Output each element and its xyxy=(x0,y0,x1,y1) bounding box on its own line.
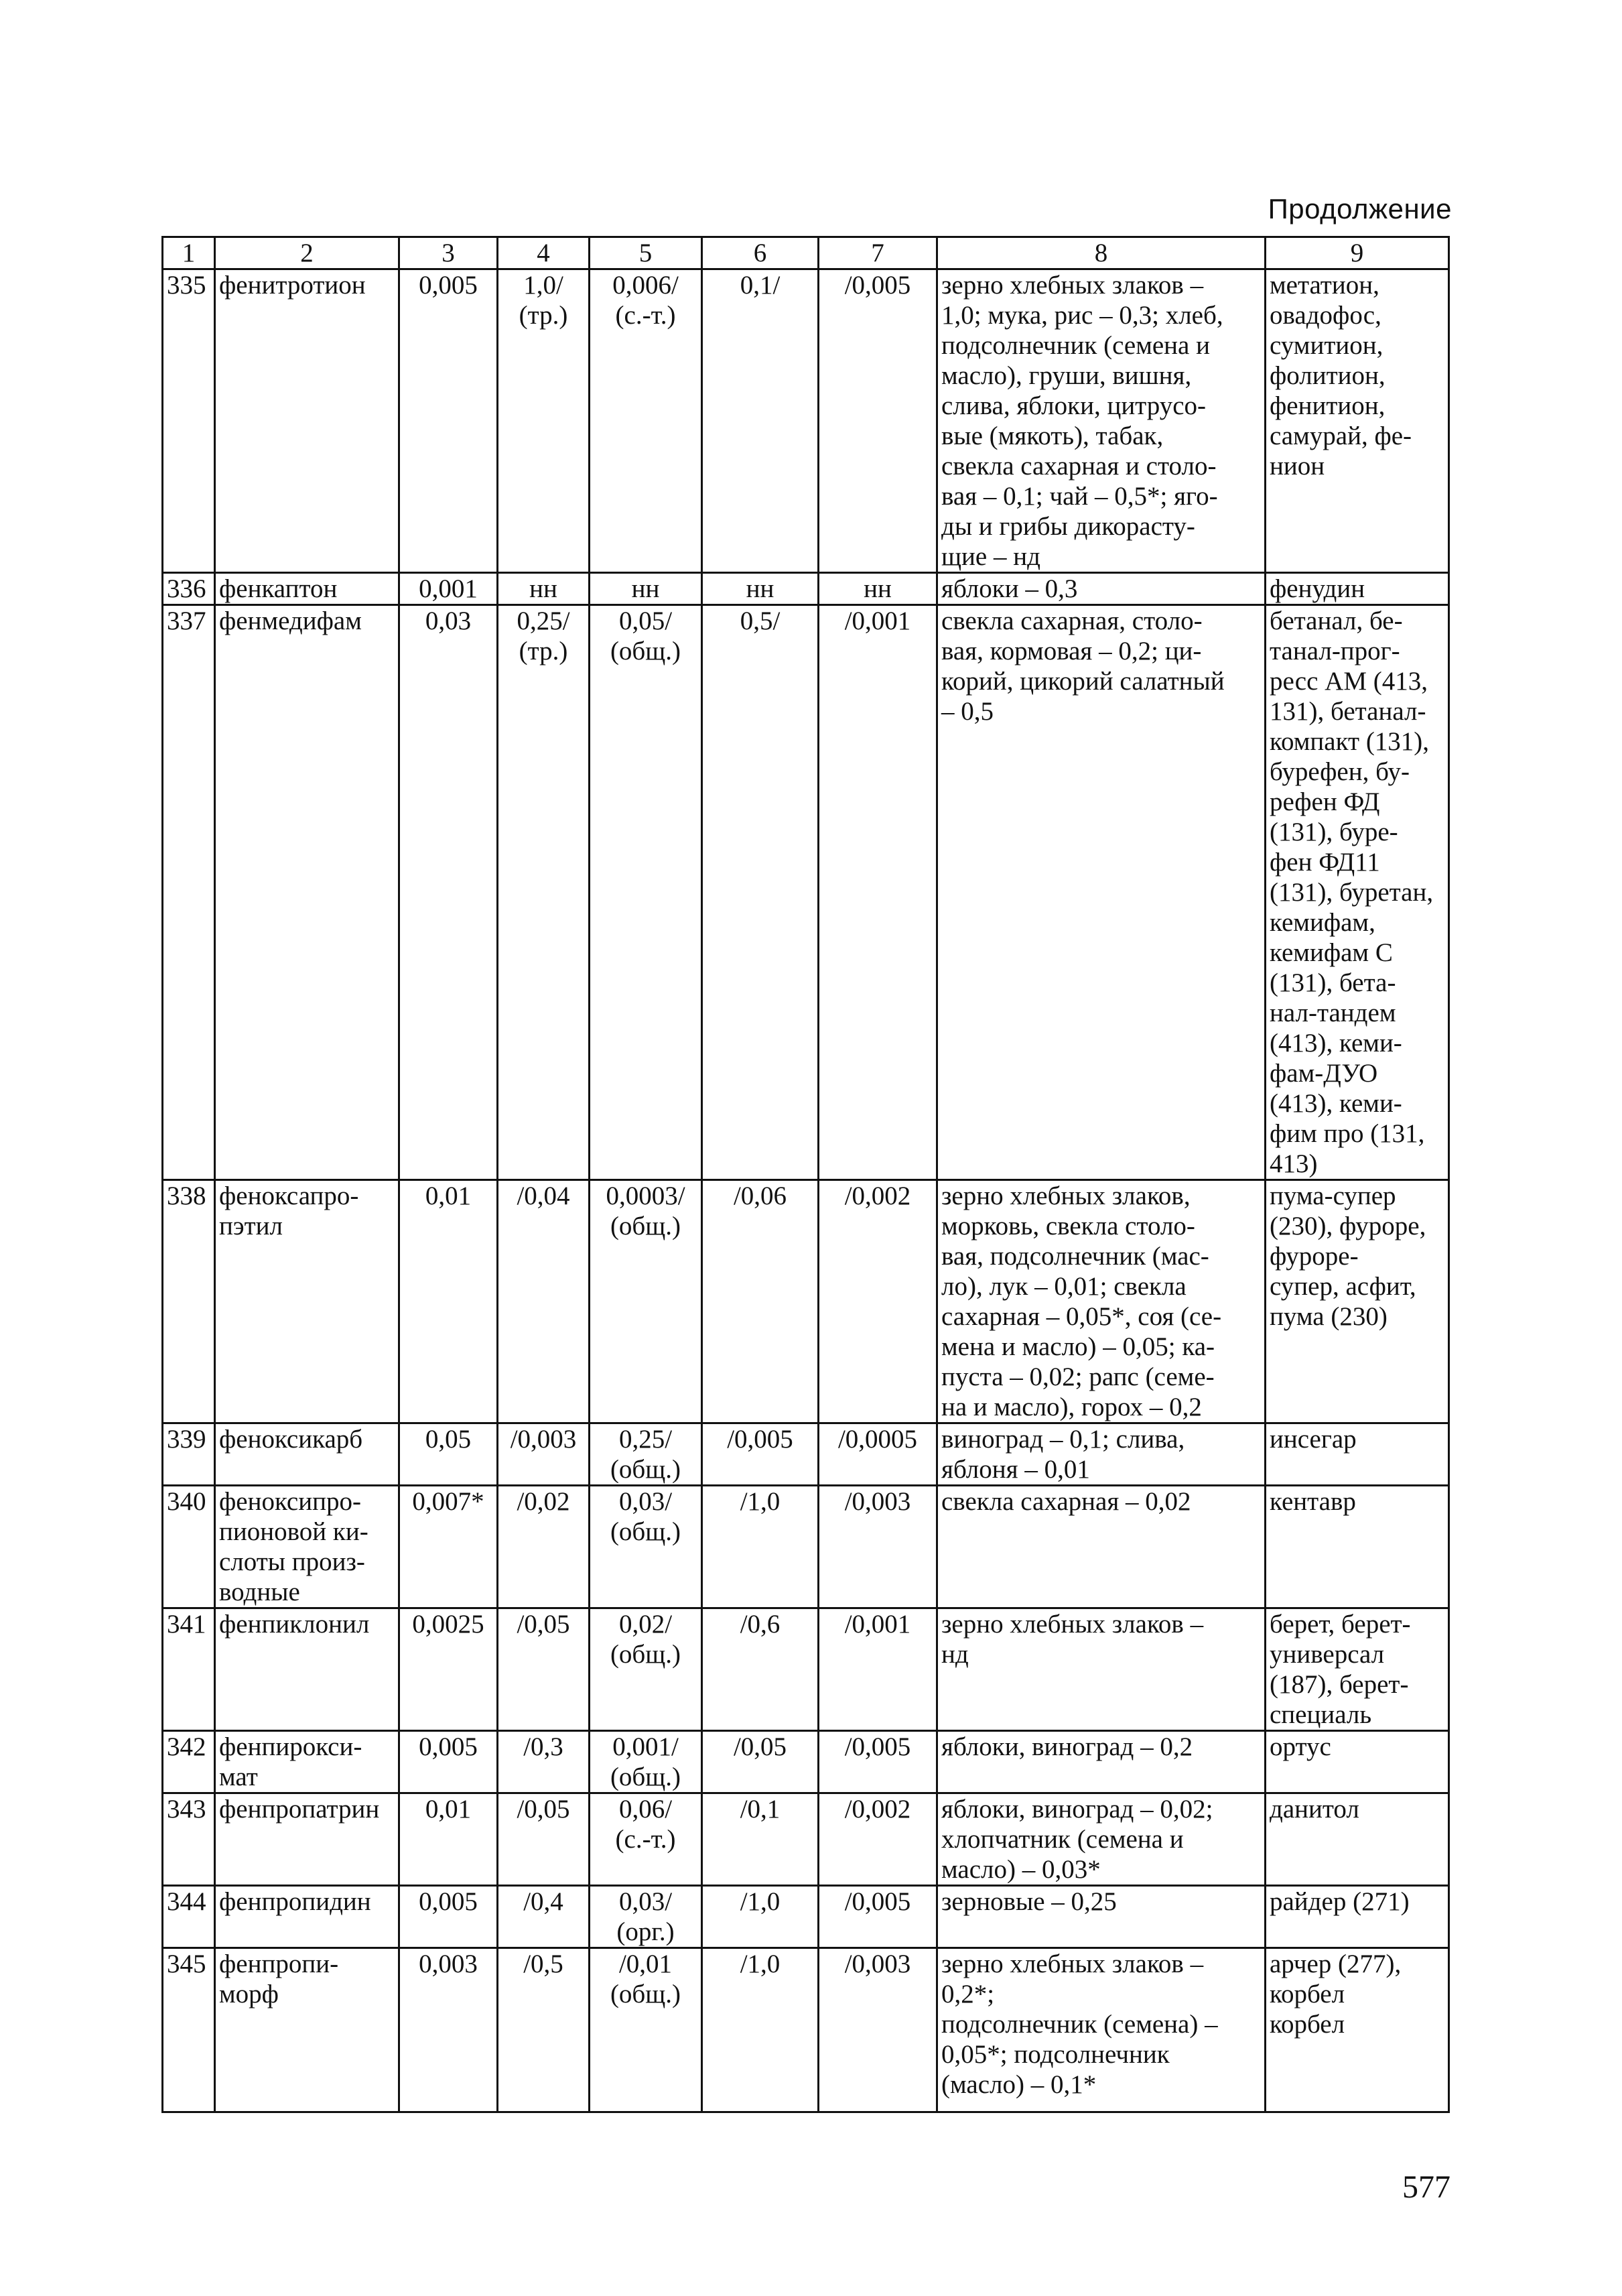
row-number: 342 xyxy=(163,1731,215,1793)
row-number: 337 xyxy=(163,605,215,1180)
table-row xyxy=(163,605,1449,1180)
row-number: 335 xyxy=(163,269,215,573)
col-4-value: /0,5 xyxy=(498,1948,590,2112)
col-5-header: 5 xyxy=(590,237,702,269)
col-4-value: /0,04 xyxy=(498,1180,590,1423)
table-row xyxy=(163,1793,1449,1886)
substance-name: фенпирокси- мат xyxy=(215,1731,399,1793)
col-5-value: 0,03/ (орг.) xyxy=(590,1886,702,1948)
row-number: 336 xyxy=(163,573,215,605)
row-number: 338 xyxy=(163,1180,215,1423)
col-7-value: /0,005 xyxy=(819,269,937,573)
substance-name: фенкаптон xyxy=(215,573,399,605)
row-number: 341 xyxy=(163,1608,215,1731)
row-number: 345 xyxy=(163,1948,215,2112)
crops-mrl: зерновые – 0,25 xyxy=(937,1886,1266,1948)
col-7-value: нн xyxy=(819,573,937,605)
col-4-value: /0,4 xyxy=(498,1886,590,1948)
col-4-value: /0,3 xyxy=(498,1731,590,1793)
col-3-value: 0,005 xyxy=(399,1886,498,1948)
col-7-value: /0,002 xyxy=(819,1180,937,1423)
table-row xyxy=(163,1486,1449,1608)
col-1-header: 1 xyxy=(163,237,215,269)
col-5-value: 0,006/ (с.-т.) xyxy=(590,269,702,573)
row-number: 340 xyxy=(163,1486,215,1608)
table-row xyxy=(163,1180,1449,1423)
trade-names: инсегар xyxy=(1266,1423,1449,1486)
trade-names: пума-супер (230), фуроре, фуроре- супер, асфит, пума (230) xyxy=(1266,1180,1449,1423)
trade-names: бетанал, бе- танал-прог- ресс АМ (413, 131), бетанал- компакт (131), бурефен, бу- рефен ФД (131), буре- фен ФД11 (131), буретан, кемифам, кемифам С (131), бета- нал-тандем (413), кеми- фам-ДУО (413), кеми- фим про (131, 413) xyxy=(1266,605,1449,1180)
substance-name: фенпропи- морф xyxy=(215,1948,399,2112)
table-row xyxy=(163,1948,1449,2112)
table-row xyxy=(163,1608,1449,1731)
crops-mrl: зерно хлебных злаков – 1,0; мука, рис – 0,3; хлеб, подсолнечник (семена и масло), груши, вишня, слива, яблоки, цитрусо- вые (мякоть), табак, свекла сахарная и столо- вая – 0,1; чай – 0,5*; яго- ды и грибы дикорасту- щие – нд xyxy=(937,269,1266,573)
col-6-value: /0,1 xyxy=(702,1793,819,1886)
col-3-value: 0,01 xyxy=(399,1180,498,1423)
trade-names: фенудин xyxy=(1266,573,1449,605)
col-4-value: /0,05 xyxy=(498,1608,590,1731)
col-5-value: 0,001/ (общ.) xyxy=(590,1731,702,1793)
col-5-value: 0,06/ (с.-т.) xyxy=(590,1793,702,1886)
col-4-header: 4 xyxy=(498,237,590,269)
crops-mrl: виноград – 0,1; слива, яблоня – 0,01 xyxy=(937,1423,1266,1486)
col-3-value: 0,001 xyxy=(399,573,498,605)
substance-name: фенпропидин xyxy=(215,1886,399,1948)
col-6-header: 6 xyxy=(702,237,819,269)
trade-names: данитол xyxy=(1266,1793,1449,1886)
table-row xyxy=(163,1731,1449,1793)
col-5-value: 0,03/ (общ.) xyxy=(590,1486,702,1608)
substance-name: фенмедифам xyxy=(215,605,399,1180)
substance-name: феноксипро- пионовой ки- слоты произ- водные xyxy=(215,1486,399,1608)
col-2-header: 2 xyxy=(215,237,399,269)
crops-mrl: свекла сахарная, столо- вая, кормовая – 0,2; ци- корий, цикорий салатный – 0,5 xyxy=(937,605,1266,1180)
col-7-value: /0,0005 xyxy=(819,1423,937,1486)
col-4-value: /0,02 xyxy=(498,1486,590,1608)
crops-mrl: зерно хлебных злаков – 0,2*; подсолнечник (семена) – 0,05*; подсолнечник (масло) – 0,1* xyxy=(937,1948,1266,2112)
col-6-value: нн xyxy=(702,573,819,605)
page-number: 577 xyxy=(1402,2169,1450,2205)
col-5-value: /0,01 (общ.) xyxy=(590,1948,702,2112)
trade-names: арчер (277), корбел корбел xyxy=(1266,1948,1449,2112)
col-6-value: /1,0 xyxy=(702,1486,819,1608)
crops-mrl: яблоки, виноград – 0,02; хлопчатник (семена и масло) – 0,03* xyxy=(937,1793,1266,1886)
col-7-value: /0,005 xyxy=(819,1886,937,1948)
col-3-value: 0,005 xyxy=(399,269,498,573)
table-row xyxy=(163,1423,1449,1486)
substance-name: фенпиклонил xyxy=(215,1608,399,1731)
col-8-header: 8 xyxy=(937,237,1266,269)
col-3-value: 0,01 xyxy=(399,1793,498,1886)
col-3-value: 0,05 xyxy=(399,1423,498,1486)
row-number: 344 xyxy=(163,1886,215,1948)
col-6-value: /0,005 xyxy=(702,1423,819,1486)
header-row xyxy=(163,237,1449,269)
substance-name: фенитротион xyxy=(215,269,399,573)
crops-mrl: зерно хлебных злаков, морковь, свекла столо- вая, подсолнечник (мас- ло), лук – 0,01; свекла сахарная – 0,05*, соя (се- мена и масло) – 0,05; ка- пуста – 0,02; рапс (семе- на и масло), горох – 0,2 xyxy=(937,1180,1266,1423)
col-3-value: 0,005 xyxy=(399,1731,498,1793)
continuation-caption: Продолжение xyxy=(1268,193,1452,225)
trade-names: райдер (271) xyxy=(1266,1886,1449,1948)
crops-mrl: свекла сахарная – 0,02 xyxy=(937,1486,1266,1608)
col-4-value: нн xyxy=(498,573,590,605)
col-4-value: 1,0/ (тр.) xyxy=(498,269,590,573)
table-row xyxy=(163,269,1449,573)
col-7-value: /0,005 xyxy=(819,1731,937,1793)
col-3-value: 0,003 xyxy=(399,1948,498,2112)
col-4-value: /0,05 xyxy=(498,1793,590,1886)
table-row xyxy=(163,573,1449,605)
col-5-value: 0,05/ (общ.) xyxy=(590,605,702,1180)
col-6-value: /1,0 xyxy=(702,1886,819,1948)
col-5-value: 0,0003/ (общ.) xyxy=(590,1180,702,1423)
col-3-value: 0,0025 xyxy=(399,1608,498,1731)
col-5-value: 0,02/ (общ.) xyxy=(590,1608,702,1731)
col-4-value: /0,003 xyxy=(498,1423,590,1486)
col-6-value: /1,0 xyxy=(702,1948,819,2112)
trade-names: ортус xyxy=(1266,1731,1449,1793)
col-7-header: 7 xyxy=(819,237,937,269)
col-6-value: 0,5/ xyxy=(702,605,819,1180)
col-3-header: 3 xyxy=(399,237,498,269)
col-6-value: /0,05 xyxy=(702,1731,819,1793)
substance-name: фенпропатрин xyxy=(215,1793,399,1886)
col-9-header: 9 xyxy=(1266,237,1449,269)
col-5-value: нн xyxy=(590,573,702,605)
crops-mrl: зерно хлебных злаков – нд xyxy=(937,1608,1266,1731)
col-4-value: 0,25/ (тр.) xyxy=(498,605,590,1180)
col-3-value: 0,007* xyxy=(399,1486,498,1608)
crops-mrl: яблоки – 0,3 xyxy=(937,573,1266,605)
col-3-value: 0,03 xyxy=(399,605,498,1180)
trade-names: берет, берет- универсал (187), берет- специаль xyxy=(1266,1608,1449,1731)
pesticide-table xyxy=(161,236,1450,2113)
crops-mrl: яблоки, виноград – 0,2 xyxy=(937,1731,1266,1793)
row-number: 343 xyxy=(163,1793,215,1886)
col-7-value: /0,001 xyxy=(819,1608,937,1731)
trade-names: кентавр xyxy=(1266,1486,1449,1608)
col-5-value: 0,25/ (общ.) xyxy=(590,1423,702,1486)
col-7-value: /0,001 xyxy=(819,605,937,1180)
col-6-value: /0,6 xyxy=(702,1608,819,1731)
substance-name: феноксикарб xyxy=(215,1423,399,1486)
substance-name: феноксапро- пэтил xyxy=(215,1180,399,1423)
row-number: 339 xyxy=(163,1423,215,1486)
col-7-value: /0,003 xyxy=(819,1948,937,2112)
col-7-value: /0,003 xyxy=(819,1486,937,1608)
table-row xyxy=(163,1886,1449,1948)
trade-names: метатион, овадофос, сумитион, фолитион, фенитион, самурай, фе- нион xyxy=(1266,269,1449,573)
col-6-value: 0,1/ xyxy=(702,269,819,573)
col-6-value: /0,06 xyxy=(702,1180,819,1423)
col-7-value: /0,002 xyxy=(819,1793,937,1886)
